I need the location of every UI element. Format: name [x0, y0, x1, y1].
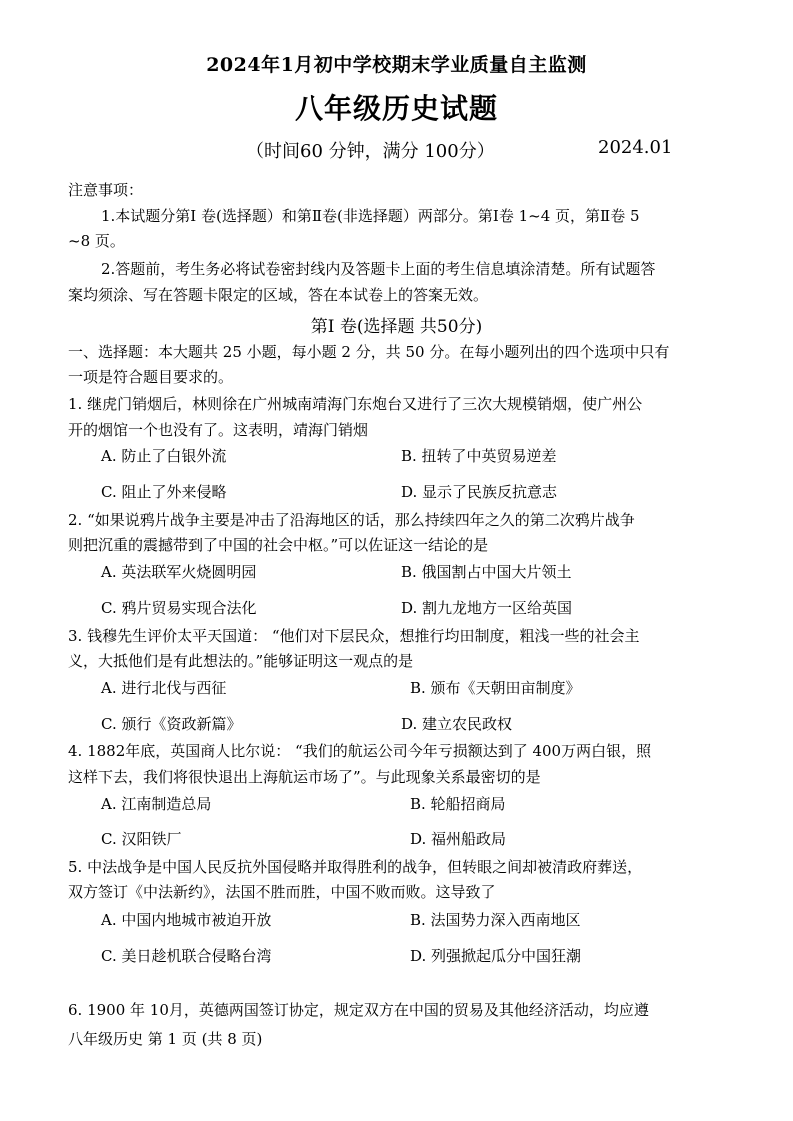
question-2-option-d: D. 割九龙地方一区给英国	[401, 599, 573, 617]
question-2-option-c: C. 鸦片贸易实现合法化	[101, 599, 257, 617]
question-3-stem: 3. 钱穆先生评价太平天国道： “他们对下层民众，想推行均田制度，粗浅一些的社会主	[68, 627, 640, 645]
question-5-option-d: D. 列强掀起瓜分中国狂潮	[410, 947, 582, 965]
question-4-stem-cont: 这样下去，我们将很快退出上海航运市场了”。与此现象关系最密切的是	[68, 768, 541, 786]
question-5-stem-cont: 双方签订《中法新约》，法国不胜而胜，中国不败而败。这导致了	[68, 883, 496, 901]
question-4-stem: 4. 1882年底，英国商人比尔说： “我们的航运公司今年亏损额达到了 400万两白银，照	[68, 742, 652, 760]
question-3-option-c: C. 颁行《资政新篇》	[101, 715, 242, 733]
question-3-option-d: D. 建立农民政权	[401, 715, 513, 733]
question-5-option-a: A. 中国内地城市被迫开放	[101, 911, 272, 929]
question-2-option-a: A. 英法联军火烧圆明园	[101, 563, 257, 581]
question-4-option-c: C. 汉阳铁厂	[101, 830, 182, 848]
note-item-2: 2.答题前，考生务必将试卷密封线内及答题卡上面的考生信息填涂清楚。所有试题答	[101, 260, 656, 278]
question-1-stem: 1. 继虎门销烟后，林则徐在广州城南靖海门东炮台又进行了三次大规模销烟，使广州公	[68, 395, 643, 413]
question-1-stem-cont: 开的烟馆一个也没有了。这表明，靖海门销烟	[68, 421, 369, 439]
question-4-option-b: B. 轮船招商局	[410, 795, 506, 813]
time-score: （时间60 分钟，满分 100分）	[246, 141, 495, 162]
question-1-option-c: C. 阻止了外来侵略	[101, 483, 227, 501]
question-1-option-d: D. 显示了民族反抗意志	[401, 483, 558, 501]
exam-date: 2024.01	[598, 137, 673, 158]
note-item-2-cont: 案均须涂、写在答题卡限定的区域，答在本试卷上的答案无效。	[68, 286, 489, 304]
section-title: 第Ⅰ 卷(选择题 共50分)	[310, 317, 483, 337]
question-3-option-b: B. 颁布《天朝田亩制度》	[410, 679, 581, 697]
question-5-option-b: B. 法国势力深入西南地区	[410, 911, 581, 929]
paper-title: 八年级历史试题	[294, 92, 498, 125]
question-4-option-a: A. 江南制造总局	[101, 795, 212, 813]
question-2-stem-cont: 则把沉重的震撼带到了中国的社会中枢。”可以佐证这一结论的是	[68, 536, 489, 554]
question-6-stem: 6. 1900 年 10月，英德两国签订协定，规定双方在中国的贸易及其他经济活动，均应遵	[68, 1001, 649, 1019]
page-footer: 八年级历史 第 1 页 (共 8 页)	[68, 1030, 263, 1048]
question-3-option-a: A. 进行北伐与西征	[101, 679, 227, 697]
question-3-stem-cont: 义，大抵他们是有此想法的。”能够证明这一观点的是	[68, 652, 414, 670]
question-1-option-a: A. 防止了白银外流	[101, 447, 227, 465]
question-2-stem: 2. “如果说鸦片战争主要是冲击了沿海地区的话，那么持续四年之久的第二次鸦片战争	[68, 511, 635, 529]
question-5-stem: 5. 中法战争是中国人民反抗外国侵略并取得胜利的战争，但转眼之间却被清政府葬送，	[68, 858, 643, 876]
question-1-option-b: B. 扭转了中英贸易逆差	[401, 447, 557, 465]
section-instruction: 一、选择题：本大题共 25 小题，每小题 2 分，共 50 分。在每小题列出的四个选项中只有	[68, 343, 670, 361]
question-2-option-b: B. 俄国割占中国大片领土	[401, 563, 572, 581]
question-4-option-d: D. 福州船政局	[410, 830, 507, 848]
exam-title: 2024年1月初中学校期末学业质量自主监测	[206, 54, 587, 76]
section-instruction-cont: 一项是符合题目要求的。	[68, 368, 234, 386]
question-5-option-c: C. 美日趁机联合侵略台湾	[101, 947, 272, 965]
note-item-1-cont: ~8 页。	[68, 232, 125, 250]
notes-heading: 注意事项：	[68, 181, 144, 199]
note-item-1: 1.本试题分第Ⅰ 卷(选择题）和第Ⅱ卷(非选择题）两部分。第Ⅰ卷 1~4 页，第Ⅱ卷 5	[101, 207, 640, 225]
